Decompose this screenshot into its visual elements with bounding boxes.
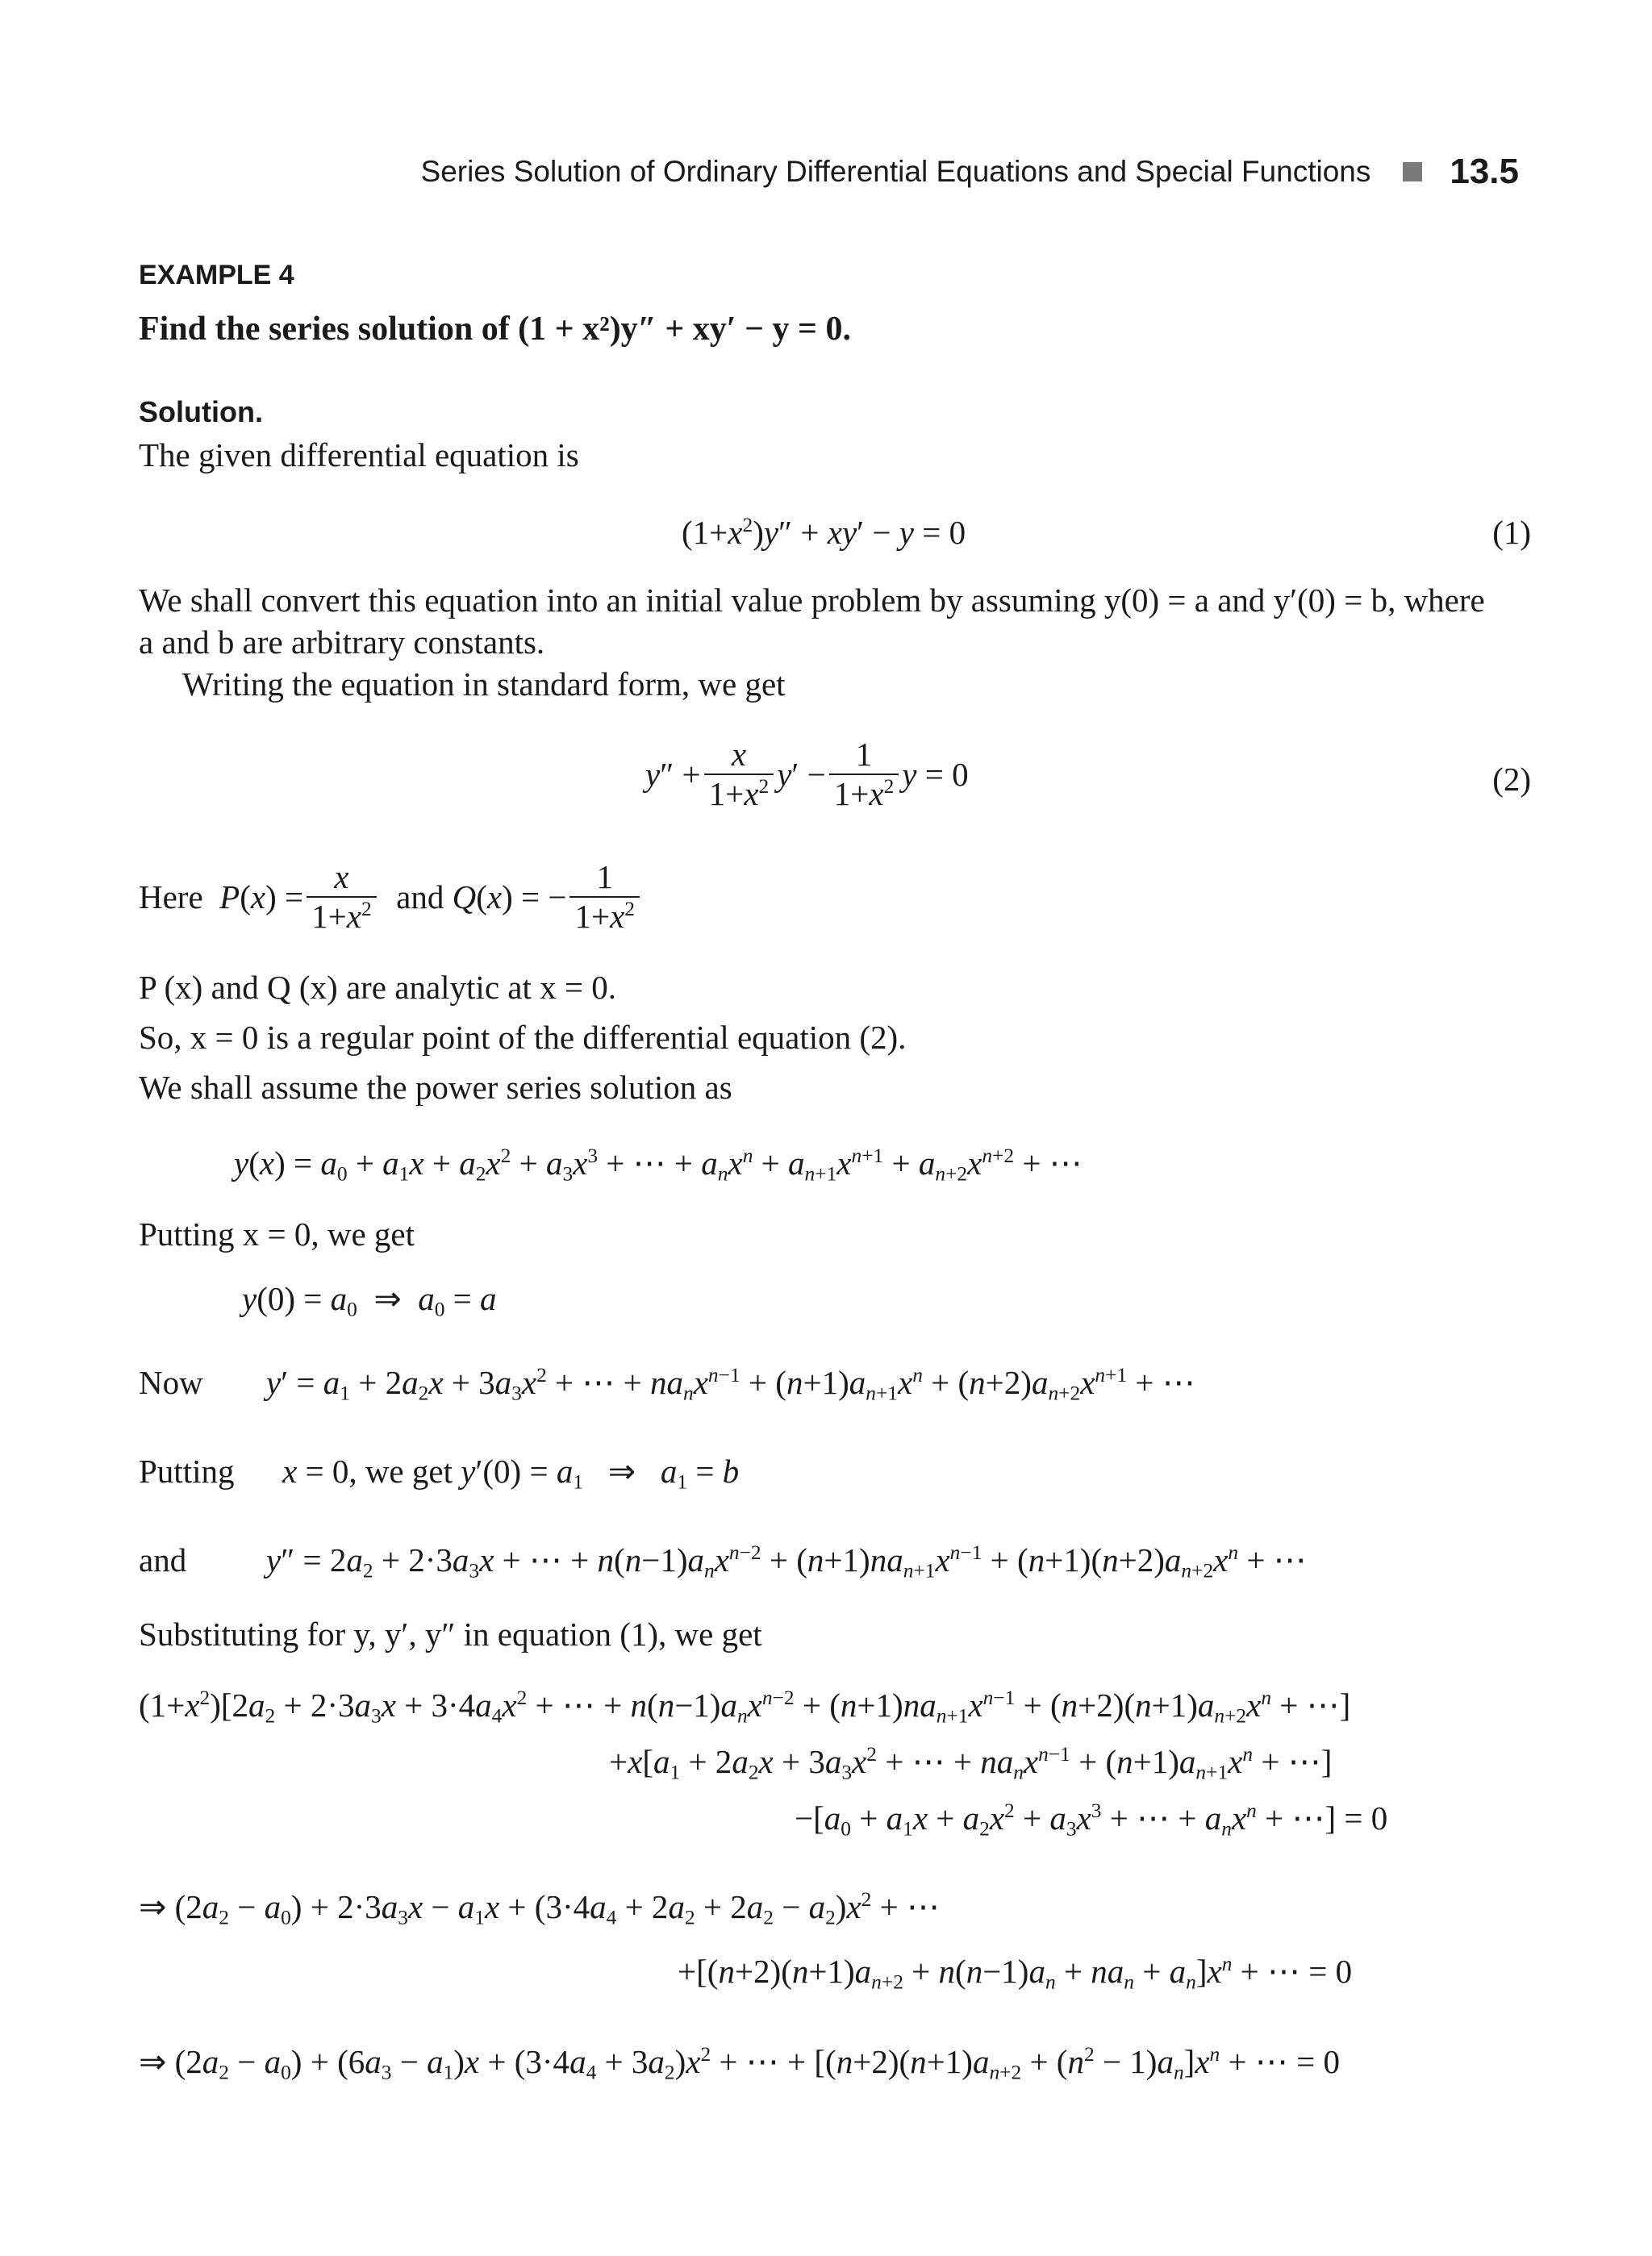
- paragraph-ivp-cont: a and b are arbitrary constants.: [139, 623, 545, 661]
- assume-statement: We shall assume the power series solution as: [139, 1069, 732, 1106]
- here-word: Here: [139, 878, 203, 916]
- y-double-prime-series: $y'' = 2a_2 + 2\cdot 3a_3x$ + ⋯ + $n(n-1)a_nx^{n-2} + (n+1)na_{n+1}x^{n-1} + (n+1)(n+2)a_{n+2}x^n$ + ⋯: [266, 1541, 1307, 1583]
- equation-2: y″ + $\frac{x}{1+x^2}$ y′ − $\frac{1}{1+x^2}$ y = 0: [645, 736, 969, 813]
- y-prime-zero-equation: x = 0, we get $y'(0) = a_1$ ⇒ $a_1 = b$: [282, 1453, 740, 1494]
- solution-heading: Solution.: [139, 395, 263, 428]
- substitution-line-2: $+x[a_1 + 2a_2x + 3a_3x^2$ + ⋯ + $na_nx^{n-1} + (n+1)a_{n+1}x^n$ + ⋯]: [609, 1742, 1333, 1784]
- paragraph-ivp: We shall convert this equation into an initial value problem by assuming y(0) = a and y′(0) = b, where: [139, 582, 1485, 619]
- example-label: EXAMPLE 4: [139, 260, 294, 290]
- analytic-statement: P (x) and Q (x) are analytic at x = 0.: [139, 969, 616, 1006]
- equation-1: $(1+x^2)y'' + xy' - y = 0$: [682, 513, 966, 551]
- now-word: Now: [139, 1364, 203, 1401]
- and-word-2: and: [139, 1541, 187, 1578]
- regular-point-statement: So, x = 0 is a regular point of the differential equation (2).: [139, 1019, 907, 1056]
- substitution-line-3: $-[a_0 + a_1x + a_2x^2 + a_3x^3$ + ⋯ + $a_nx^n$ + ⋯] = 0: [795, 1799, 1388, 1841]
- substitution-line-1: $(1+x^2)[2a_2 + 2\cdot 3a_3x + 3\cdot 4a_4x^2$ + ⋯ + $n(n-1)a_nx^{n-2} + (n+1)na_{n+1}x^{n-1} + (n+2)(n+1)a_{n+2}x^n$ + ⋯]: [139, 1686, 1351, 1728]
- power-series-equation: $y(x) = a_0 + a_1x + a_2x^2 + a_3x^3$ + ⋯ + $a_nx^n + a_{n+1}x^{n+1} + a_{n+2}x^{n+2}$ + ⋯: [234, 1144, 1083, 1186]
- solution-intro: The given differential equation is: [139, 436, 579, 473]
- substituting-statement: Substituting for y, y′, y″ in equation (1), we get: [139, 1616, 762, 1653]
- y-prime-series: $y' = a_1 + 2a_2x + 3a_3x^2$ + ⋯ + $na_nx^{n-1} + (n+1)a_{n+1}x^n + (n+2)a_{n+2}x^{n+1}$ + ⋯: [266, 1363, 1195, 1405]
- square-bullet-icon: [1403, 162, 1422, 181]
- running-title: Series Solution of Ordinary Differential Equations and Special Functions: [420, 155, 1371, 188]
- paragraph-standard-form: Writing the equation in standard form, we get: [182, 665, 786, 703]
- example-task: Find the series solution of (1 + x²)y″ + xy′ − y = 0.: [139, 311, 851, 348]
- implication-line-2: $+[(n+2)(n+1)a_{n+2} + n(n-1)a_n + na_n + a_n]x^n$ + ⋯ = 0: [678, 1952, 1353, 1994]
- and-word: and: [396, 878, 444, 916]
- p-q-definitions: Here P(x) = $\frac{x}{1+x^2}$ and Q(x) = − $\frac{1}{1+x^2}$: [139, 858, 643, 936]
- running-header: [421, 152, 1519, 192]
- putting-word: Putting: [139, 1453, 235, 1490]
- page-number: 13.5: [1450, 152, 1519, 191]
- equation-1-label: (1): [1492, 514, 1531, 551]
- implication-line-3: ⇒ $(2a_2 - a_0) + (6a_3 - a_1)x + (3\cdot 4a_4 + 3a_2)x^2$ + ⋯ + $[(n+2)(n+1)a_{n+2} + (n^2 - 1)a_n]x^n$ + ⋯ = 0: [139, 2042, 1340, 2084]
- equation-2-label: (2): [1492, 761, 1531, 798]
- y0-equation: $y(0) = a_0$ ⇒ $a_0 = a$: [242, 1280, 497, 1321]
- implication-line-1: ⇒ $(2a_2 - a_0) + 2\cdot 3a_3x - a_1x + (3\cdot 4a_4 + 2a_2 + 2a_2 - a_2)x^2$ + ⋯: [139, 1887, 940, 1929]
- putting-x0-statement: Putting x = 0, we get: [139, 1216, 415, 1253]
